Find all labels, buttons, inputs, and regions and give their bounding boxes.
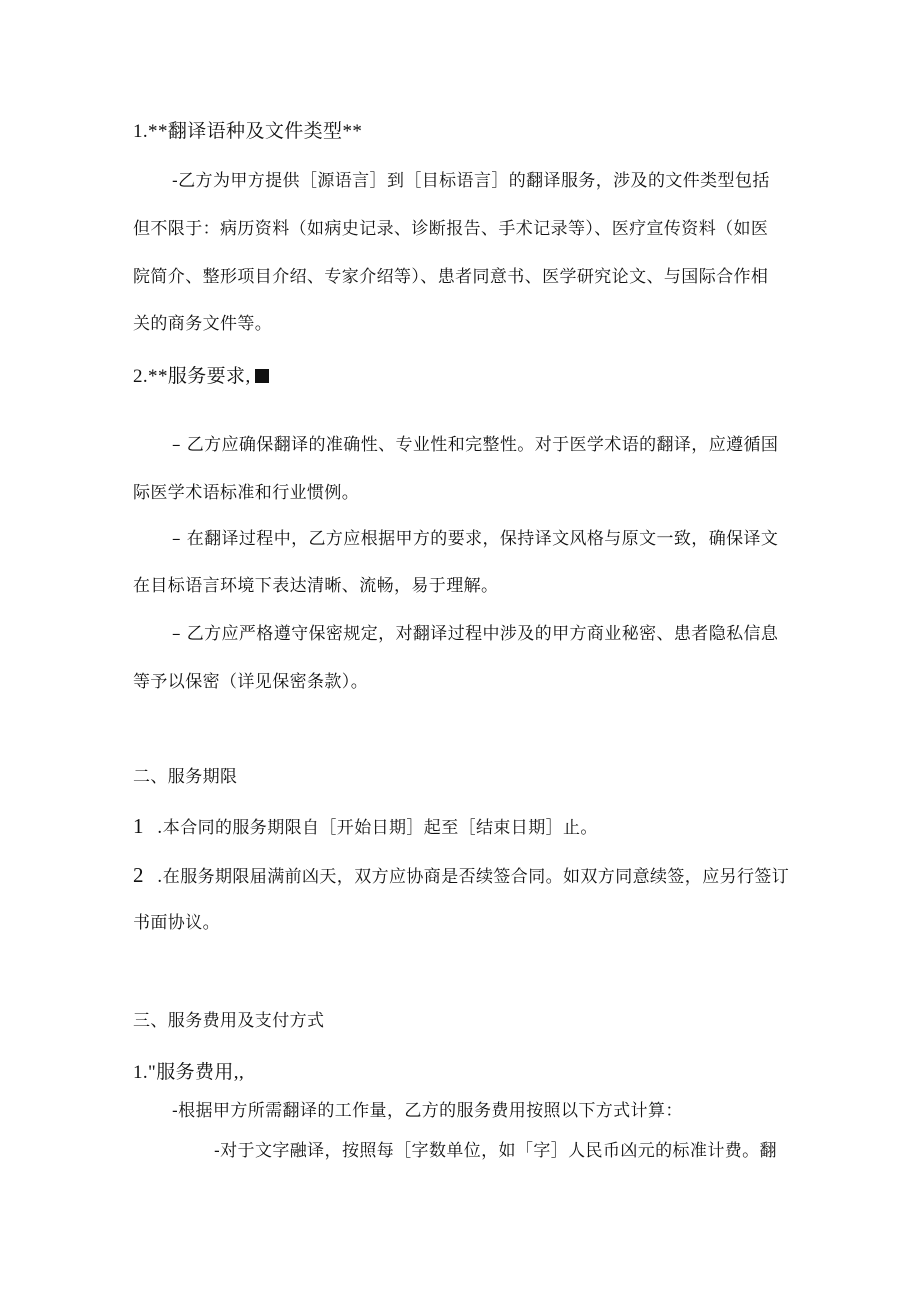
fees-title: 三、服务费用及支付方式 bbox=[133, 1011, 325, 1031]
item2-bullet-line: 等予以保密（详见保密条款）。 bbox=[133, 672, 369, 692]
item2-bullet-line: – 在翻译过程中，乙方应根据甲方的要求，保持译文风格与原文一致，确保译文 bbox=[172, 529, 779, 549]
item2-bullet-line: – 乙方应确保翻译的准确性、专业性和完整性。对于医学术语的翻译，应遵循国 bbox=[172, 435, 779, 455]
term-item-2-cont: 书面协议。 bbox=[133, 913, 220, 933]
term-item-text: .在服务期限届满前凶天，双方应协商是否续签合同。如双方同意续签，应另行签订 bbox=[157, 867, 790, 887]
fees-heading: 1."服务费用,, bbox=[133, 1062, 245, 1083]
term-item-number: 2 bbox=[133, 863, 144, 887]
item2-heading: 2.**服务要求, bbox=[133, 366, 251, 387]
fees-line: -根据甲方所需翻译的工作量，乙方的服务费用按照以下方式计算： bbox=[172, 1101, 683, 1121]
item2-heading-wrap bbox=[133, 366, 269, 388]
term-item-1 bbox=[133, 815, 598, 839]
term-item-number: 1 bbox=[133, 814, 144, 838]
item2-bullet-line: 在目标语言环境下表达清晰、流畅，易于理解。 bbox=[133, 576, 499, 596]
black-square-icon bbox=[255, 369, 269, 383]
item1-para-line: -乙方为甲方提供［源语言］到［目标语言］的翻译服务，涉及的文件类型包括 bbox=[172, 171, 770, 191]
fees-line: -对于文字融译，按照每［字数单位，如「字］人民币凶元的标准计费。翻 bbox=[214, 1141, 777, 1161]
term-item-text: .本合同的服务期限自［开始日期］起至［结束日期］止。 bbox=[157, 818, 598, 838]
item1-heading: 1.**翻译语种及文件类型** bbox=[133, 121, 363, 142]
term-item-2 bbox=[133, 864, 789, 888]
item2-bullet-line: – 乙方应严格遵守保密规定，对翻译过程中涉及的甲方商业秘密、患者隐私信息 bbox=[172, 624, 779, 644]
item1-para-line: 关的商务文件等。 bbox=[133, 314, 273, 334]
item1-para-line: 但不限于：病历资料（如病史记录、诊断报告、手术记录等）、医疗宣传资料（如医 bbox=[133, 219, 769, 239]
item1-para-line: 院简介、整形项目介绍、专家介绍等）、患者同意书、医学研究论文、与国际合作相 bbox=[133, 267, 769, 287]
term-title: 二、服务期限 bbox=[133, 767, 238, 787]
item2-bullet-line: 际医学术语标准和行业惯例。 bbox=[133, 483, 360, 503]
